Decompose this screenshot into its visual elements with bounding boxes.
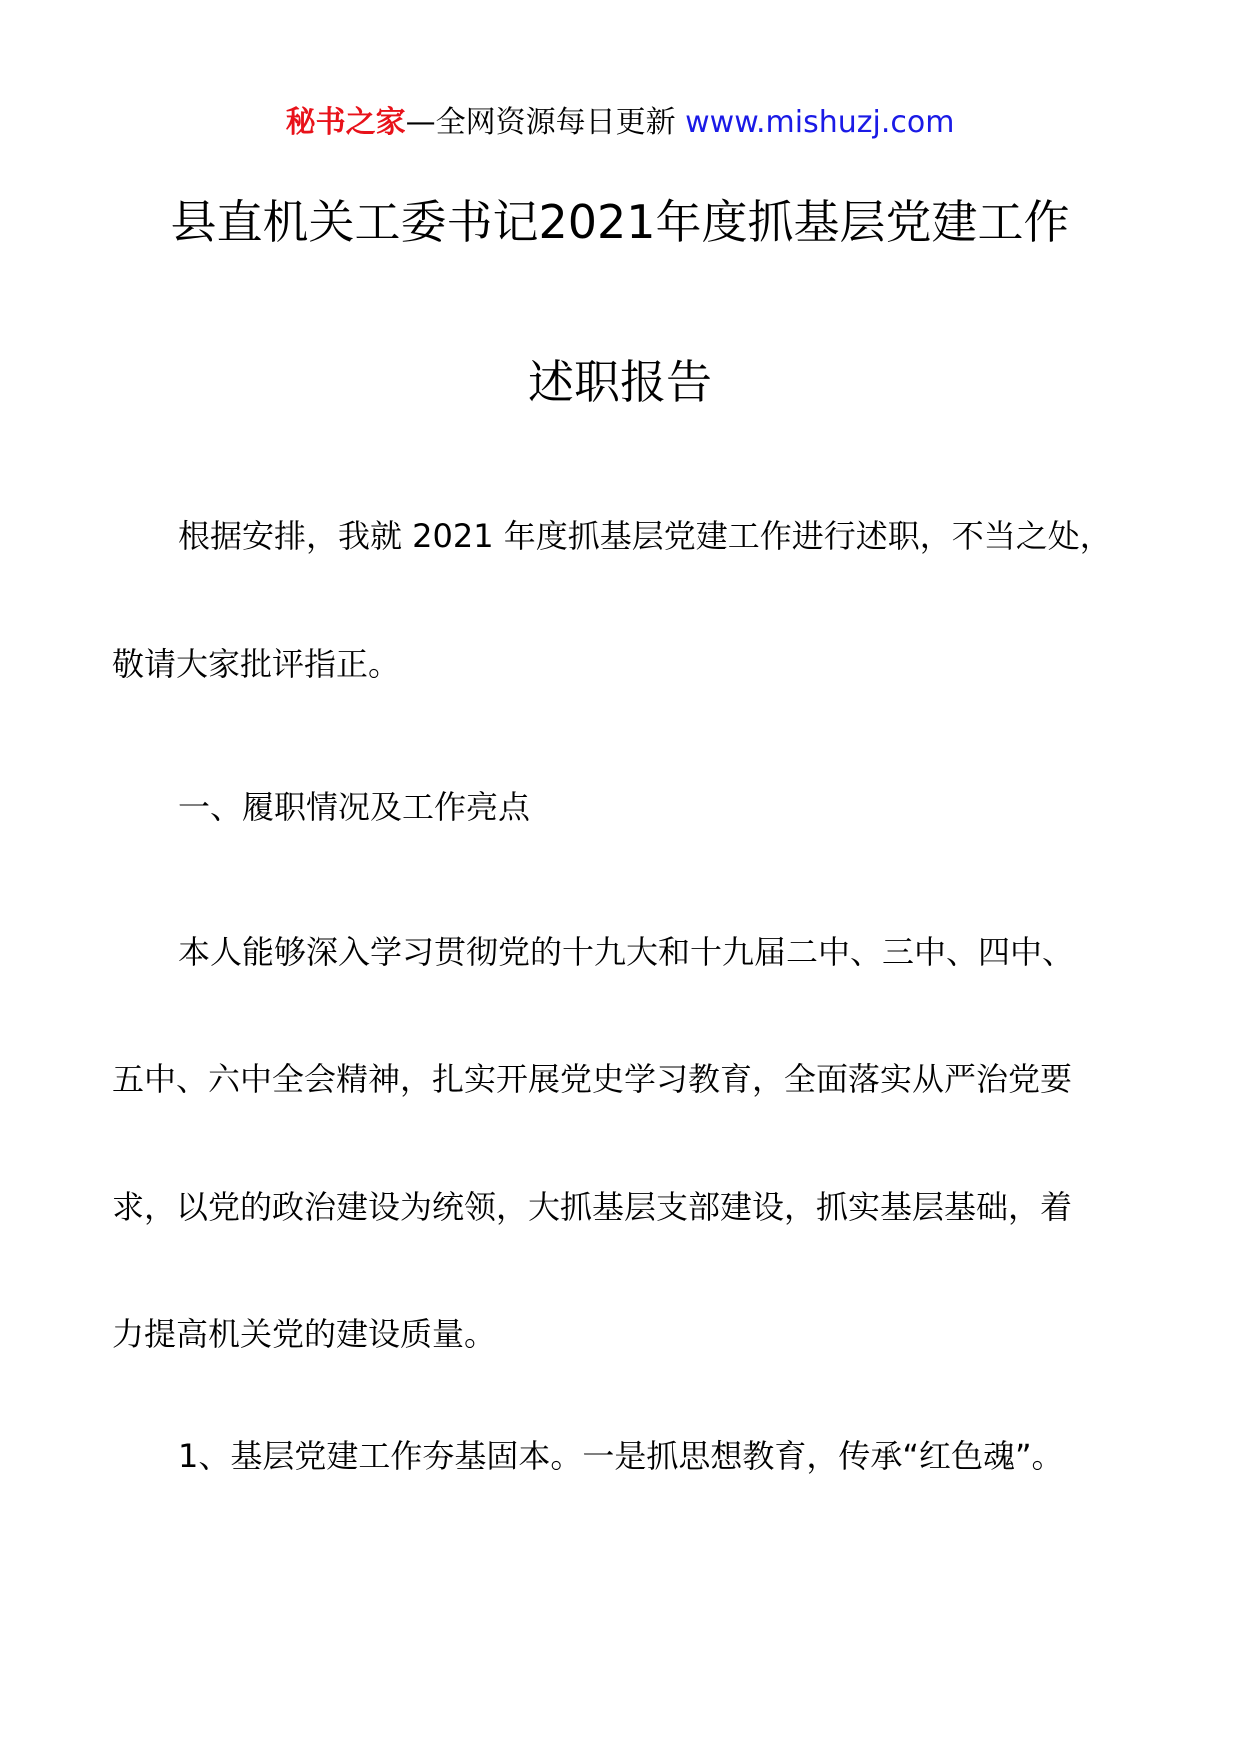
- section-heading: 一、履职情况及工作亮点: [178, 788, 531, 826]
- paragraph-main-line-3: 求，以党的政治建设为统领，大抓基层支部建设，抓实基层基础，着: [112, 1188, 1073, 1226]
- document-title-line-1: 县直机关工委书记2021年度抓基层党建工作: [170, 195, 1070, 249]
- site-header: [0, 100, 1240, 146]
- paragraph-intro-line-2: 敬请大家批评指正。: [112, 645, 401, 683]
- site-slogan: —全网资源每日更新: [405, 105, 676, 140]
- paragraph-main-line-1: 本人能够深入学习贯彻党的十九大和十九届二中、三中、四中、: [178, 933, 1075, 971]
- site-brand: 秘书之家: [285, 105, 406, 140]
- site-url-link[interactable]: www.mishuzj.com: [685, 105, 955, 140]
- paragraph-main-line-2: 五中、六中全会精神，扎实开展党史学习教育，全面落实从严治党要: [112, 1060, 1073, 1098]
- subsection-line-1: 1、基层党建工作夯基固本。一是抓思想教育，传承“红色魂”。: [178, 1437, 1064, 1475]
- paragraph-main-line-4: 力提高机关党的建设质量。: [112, 1315, 497, 1353]
- paragraph-intro-line-1: 根据安排，我就 2021 年度抓基层党建工作进行述职，不当之处，: [178, 517, 1112, 555]
- document-title-line-2: 述职报告: [528, 355, 712, 409]
